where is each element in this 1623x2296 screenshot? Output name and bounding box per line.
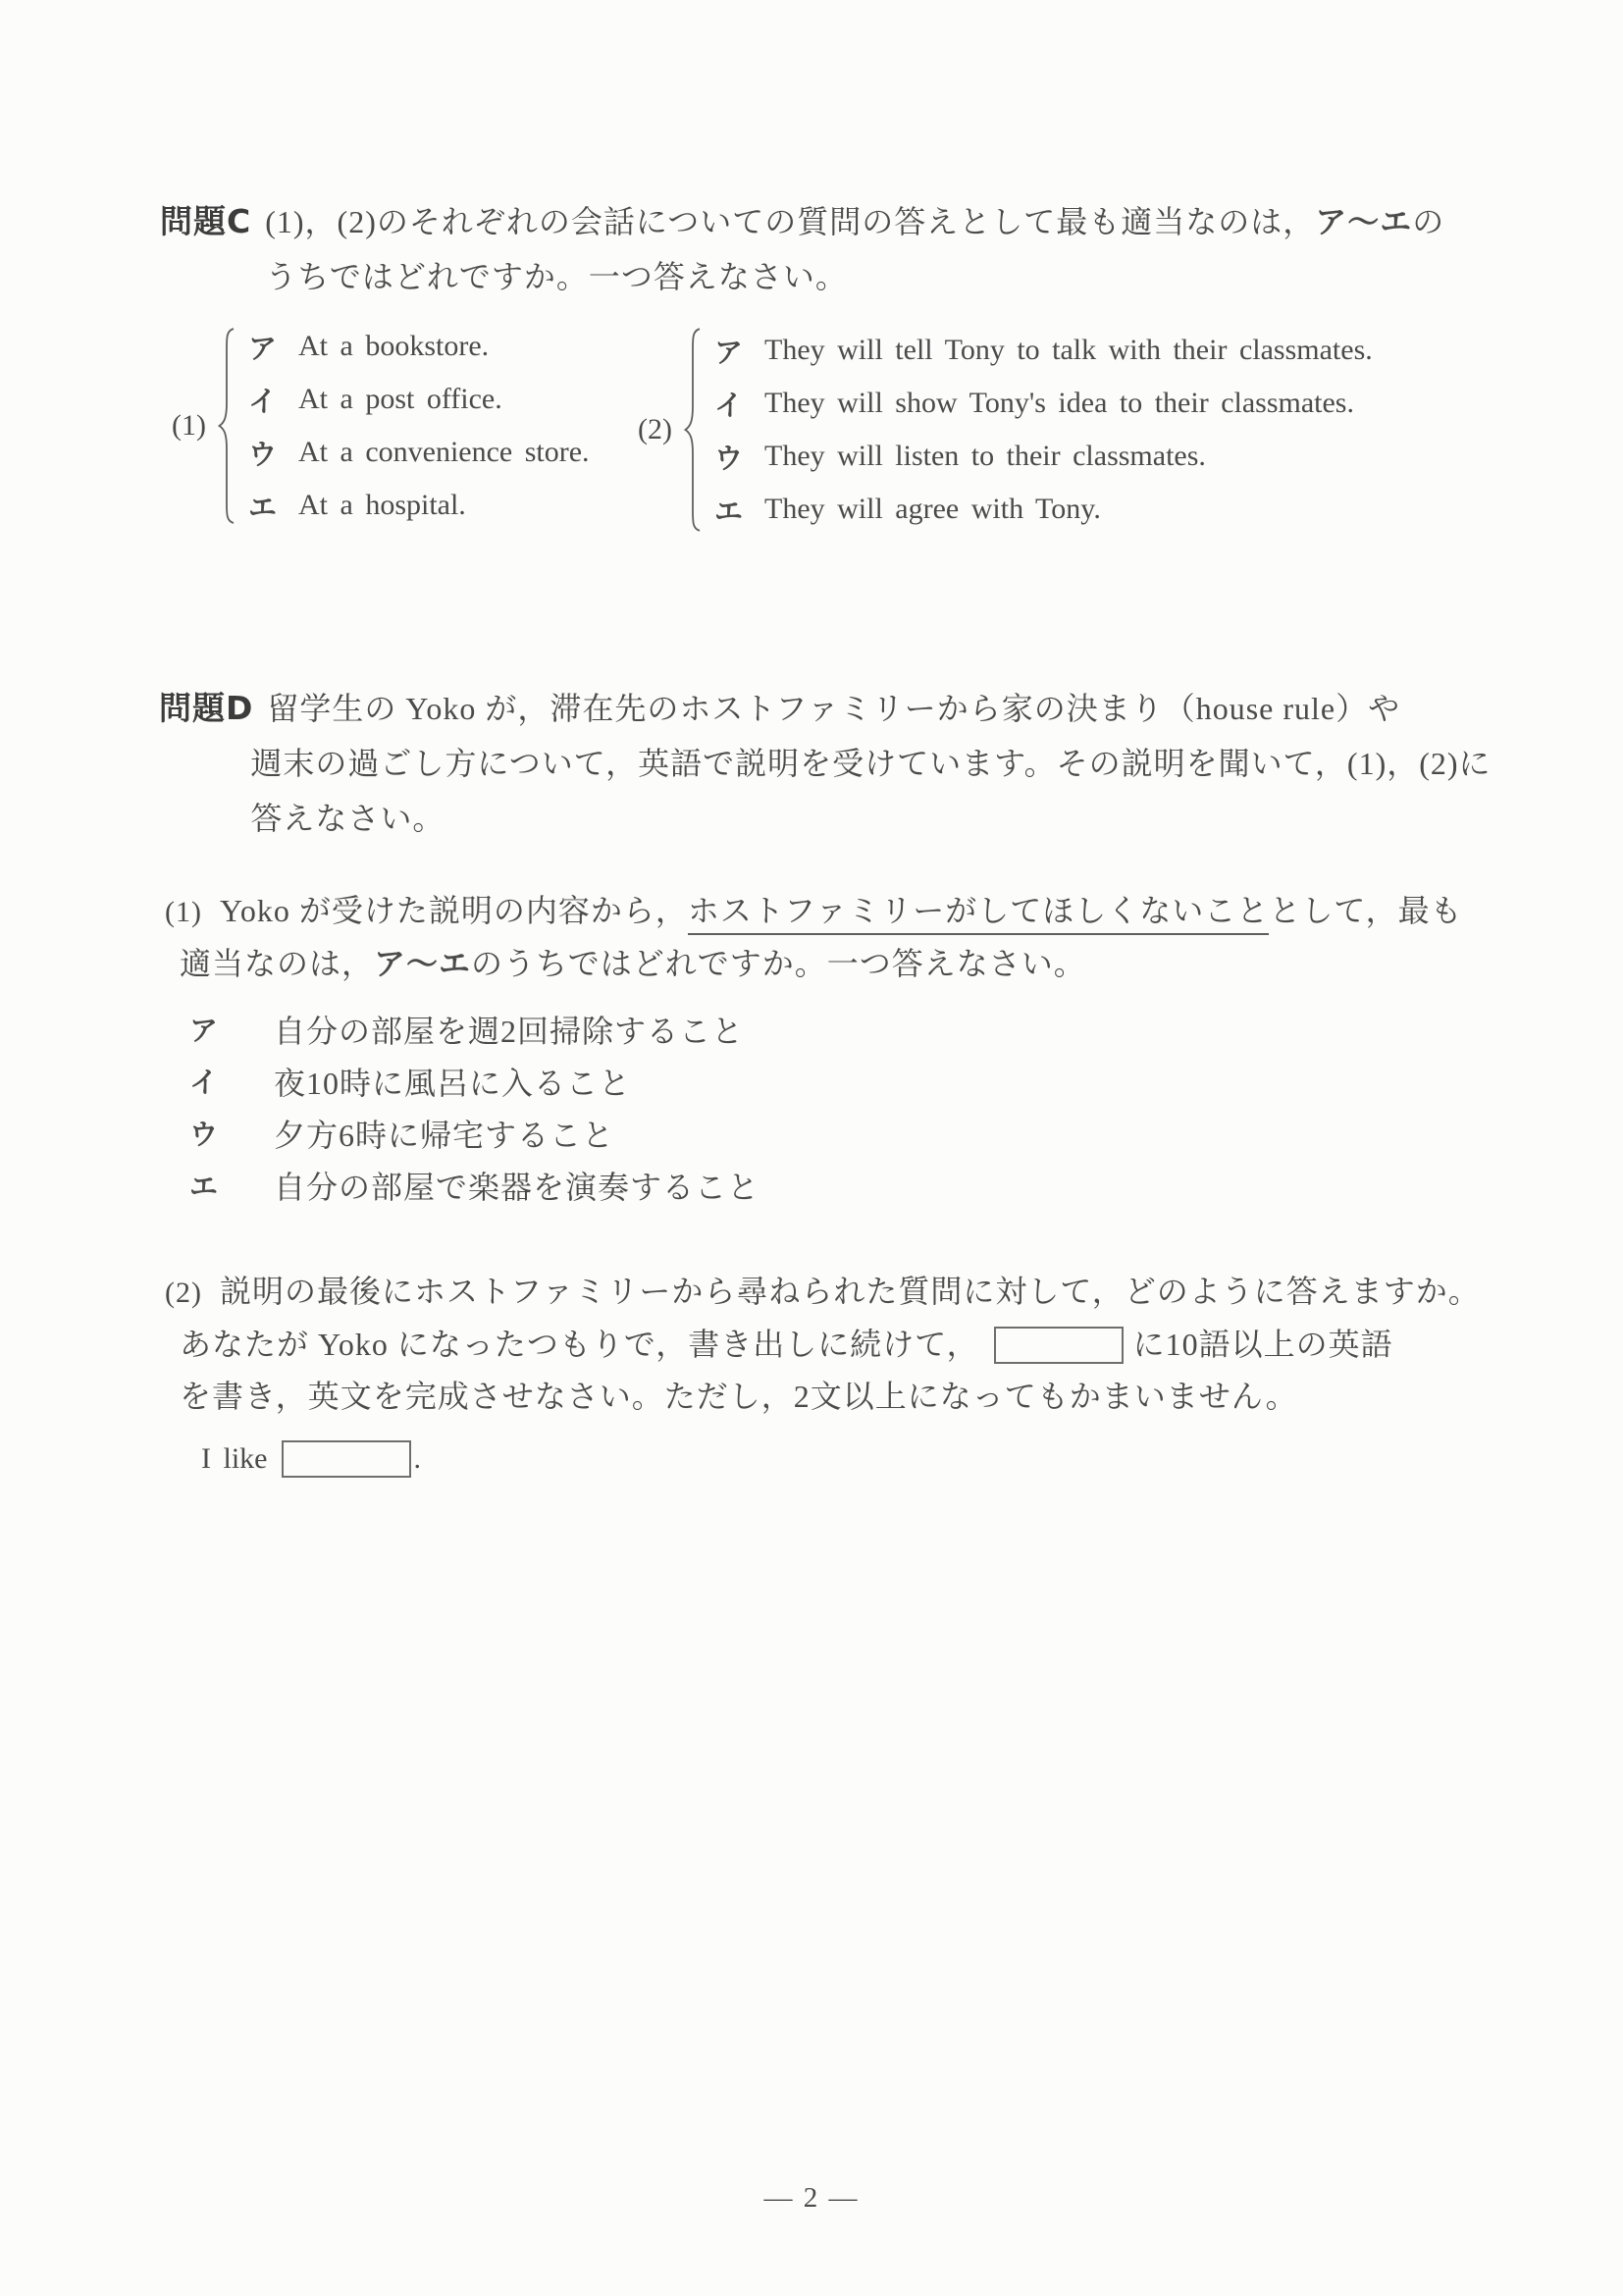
question-line-2: [180, 938, 1509, 990]
choice-text: 自分の部屋で楽器を演奏すること: [274, 1169, 760, 1205]
text-segment: の: [1412, 204, 1445, 239]
choice-marker: ア: [189, 1014, 219, 1047]
choice-text: At a convenience store.: [298, 436, 590, 468]
choice-marker: ウ: [247, 437, 277, 471]
answer-prefix: I like: [201, 1442, 268, 1475]
choice-marker: イ: [713, 388, 743, 422]
text-segment: 適当なのは，: [180, 946, 375, 981]
text-segment-katakana: ア～エ: [1315, 203, 1413, 240]
choice-marker: エ: [247, 490, 277, 524]
choice-marker: ウ: [189, 1118, 219, 1151]
problem-c-instructions: [265, 194, 1444, 304]
brace-icon: [682, 326, 702, 534]
page-number: — 2 —: [763, 2182, 860, 2214]
choice-row: [189, 1107, 759, 1159]
underlined-phrase: ホストファミリーがしてほしくないこと: [688, 893, 1269, 935]
choice-row: [714, 430, 1373, 483]
question-number: (2): [638, 413, 672, 445]
choice-row: [714, 377, 1373, 430]
question-line-1: [165, 885, 1509, 938]
intro-line-2: 週末の過ごし方について，英語で説明を受けています。その説明を聞いて，(1)，(2)に: [250, 746, 1492, 781]
choice-list: [248, 320, 590, 532]
problem-c-header: [160, 194, 1504, 304]
text-segment: あなたが Yoko になったつもりで，書き出しに続けて，: [180, 1327, 979, 1362]
problem-d-header: [159, 681, 1503, 846]
text-segment: に10語以上の英語: [1132, 1327, 1393, 1362]
choice-text: At a bookstore.: [298, 330, 490, 362]
text-segment: Yoko が受けた説明の内容から，: [219, 893, 688, 928]
choice-row: [714, 324, 1373, 377]
choice-text: They will agree with Tony.: [764, 493, 1101, 525]
problem-d-instructions: [250, 681, 1492, 846]
text-segment: として，最も: [1269, 893, 1463, 928]
intro-line-3: 答えなさい。: [250, 801, 445, 836]
instruction-line-2: うちではどれですか。一つ答えなさい。: [265, 259, 848, 294]
brace-icon: [216, 326, 236, 526]
problem-c-question-1-choices: [172, 320, 590, 532]
question-line-2: [180, 1319, 1509, 1371]
choice-marker: ア: [713, 335, 743, 369]
choice-text: 自分の部屋を週2回掃除すること: [274, 1013, 745, 1049]
choice-marker: イ: [247, 384, 277, 418]
choice-row: [248, 320, 590, 373]
choice-marker: ア: [247, 331, 277, 365]
choice-marker: ウ: [713, 441, 743, 475]
choice-text: They will show Tony's idea to their classmates.: [764, 387, 1354, 419]
choice-row: [714, 483, 1373, 536]
choice-row: [189, 1055, 759, 1107]
choice-marker: エ: [713, 494, 743, 528]
answer-line: [201, 1438, 421, 1480]
problem-d-question-1-choices: [189, 1003, 759, 1211]
problem-d-question-2: [165, 1266, 1509, 1423]
choice-text: At a post office.: [298, 383, 502, 415]
question-line-1: [165, 1266, 1509, 1319]
problem-d-question-1: [165, 885, 1509, 990]
answer-period: .: [413, 1442, 421, 1475]
choice-list: [714, 324, 1373, 536]
problem-c-label: 問題C: [160, 202, 252, 240]
text-segment: (1)，(2)のそれぞれの会話についての質問の答えとして最も適当なのは，: [265, 204, 1316, 239]
question-line-3: を書き，英文を完成させなさい。ただし，2文以上になってもかまいません。: [180, 1379, 1298, 1414]
text-segment-katakana: ア～エ: [374, 945, 472, 982]
choice-text: 夜10時に風呂に入ること: [274, 1065, 632, 1101]
choice-row: [189, 1159, 759, 1211]
choice-text: They will tell Tony to talk with their classmates.: [764, 334, 1373, 366]
choice-text: 夕方6時に帰宅すること: [274, 1117, 615, 1153]
choice-row: [248, 479, 590, 532]
intro-line-1: 留学生の Yoko が，滞在先のホストファミリーから家の決まり（house rule）や: [267, 691, 1401, 726]
question-number: (2): [165, 1277, 202, 1309]
text-segment: のうちではどれですか。一つ答えなさい。: [471, 946, 1086, 981]
fill-in-blank[interactable]: [994, 1327, 1124, 1364]
text-segment: 説明の最後にホストファミリーから尋ねられた質問に対して，どのように答えますか。: [219, 1274, 1481, 1309]
question-number: (1): [165, 896, 202, 928]
answer-blank[interactable]: [282, 1440, 411, 1478]
choice-row: [248, 373, 590, 426]
choice-text: At a hospital.: [298, 489, 466, 521]
instruction-line-1: [265, 194, 1444, 249]
problem-c-question-2-choices: [638, 324, 1373, 536]
choice-row: [189, 1003, 759, 1055]
choice-marker: エ: [189, 1170, 219, 1203]
choice-row: [248, 426, 590, 479]
problem-d-label: 問題D: [159, 689, 254, 727]
choice-text: They will listen to their classmates.: [764, 440, 1206, 472]
choice-marker: イ: [189, 1066, 219, 1099]
question-number: (1): [172, 409, 206, 442]
